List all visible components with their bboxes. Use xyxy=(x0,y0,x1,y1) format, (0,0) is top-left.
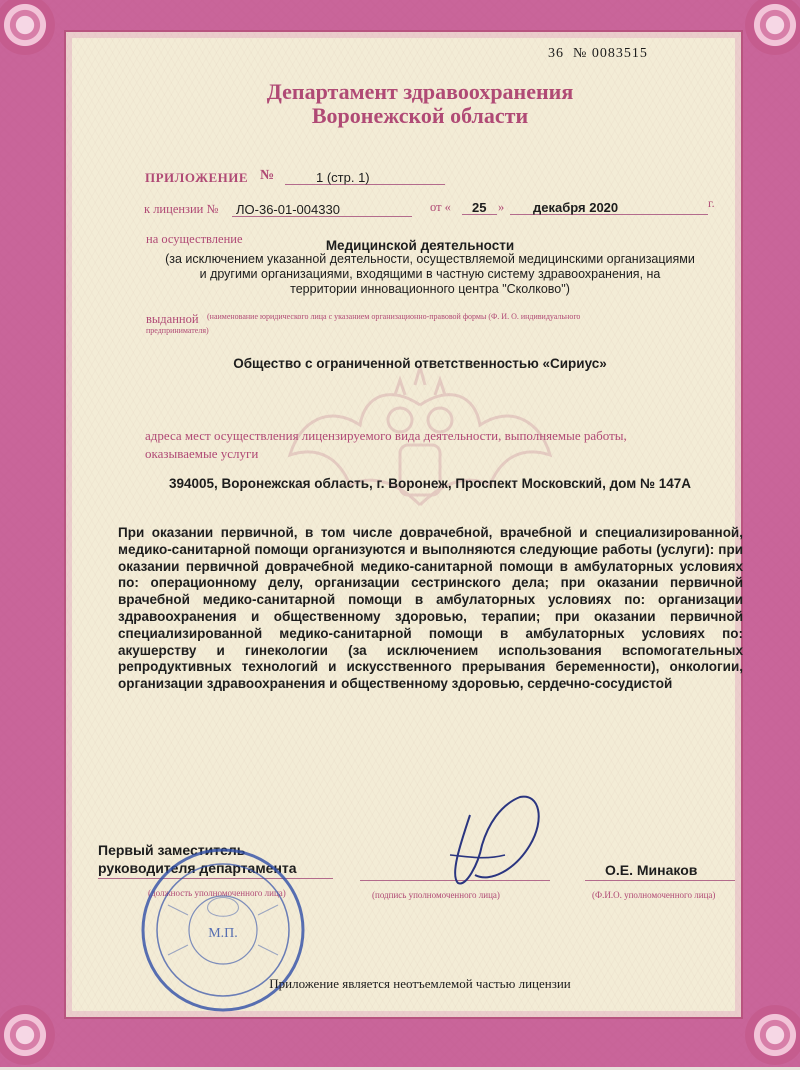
appendix-label: ПРИЛОЖЕНИЕ xyxy=(145,170,249,185)
license-day: 25 xyxy=(472,200,487,215)
license-month-year: декабря 2020 xyxy=(533,200,619,215)
number-sign: № xyxy=(573,46,588,61)
activity-note-line: территории инновационного центра "Сколково") xyxy=(290,282,570,296)
corner-ornament xyxy=(740,0,800,60)
corner-ornament xyxy=(740,1000,800,1070)
name-caption: (Ф.И.О. уполномоченного лица) xyxy=(592,890,716,900)
seal-mark: М.П. xyxy=(208,926,238,941)
position-caption: (должность уполномоченного лица) xyxy=(148,888,286,898)
activity-note-line: (за исключением указанной деятельности, осуществляемой медицинскими организациями xyxy=(165,252,695,266)
issued-hint-line2: предпринимателя) xyxy=(146,326,209,335)
issued-hint-line1: (наименование юридического лица с указанием организационно-правовой формы (Ф. И. О. индивидуального xyxy=(207,312,581,321)
license-label: к лицензии № xyxy=(144,202,219,216)
signatory-position-line1: Первый заместитель xyxy=(98,842,246,858)
coat-of-arms-watermark-icon xyxy=(270,365,570,545)
activity-note-line: и другими организациями, входящими в частную систему здравоохранения, на xyxy=(199,267,661,281)
organization-name: Общество с ограниченной ответственностью «Сириус» xyxy=(233,356,607,371)
activity-label: на осуществление xyxy=(146,232,243,246)
issuing-authority-title xyxy=(170,80,670,128)
form-number xyxy=(548,46,648,62)
department-name-line2: Воронежской области xyxy=(311,103,529,128)
date-label: от « xyxy=(430,200,451,214)
signature-caption: (подпись уполномоченного лица) xyxy=(372,890,500,900)
appendix-number-sign: № xyxy=(260,168,275,183)
addresses-label-line2: оказываемые услуги xyxy=(145,446,259,461)
appendix-value: 1 (стр. 1) xyxy=(316,170,370,185)
activity-title: Медицинской деятельности xyxy=(325,238,515,253)
year-suffix: г. xyxy=(708,196,715,210)
footer-note: Приложение является неотъемлемой частью лицензии xyxy=(269,976,571,991)
issued-label: выданной xyxy=(146,312,199,326)
date-close-quote: » xyxy=(498,200,505,214)
department-name-line1: Департамент здравоохранения xyxy=(266,79,574,104)
signatory-name: О.Е. Минаков xyxy=(605,862,698,878)
form-series: 36 xyxy=(548,46,564,61)
addresses-label-line1: адреса мест осуществления лицензируемого вида деятельности, выполняемые работы, xyxy=(145,428,627,443)
license-number: ЛО-36-01-004330 xyxy=(236,202,340,217)
handwritten-signature-icon xyxy=(430,775,550,895)
licensed-services-text: При оказании первичной, в том числе доврачебной, врачебной и специализированной, медико-санитарной помощи организуются и выполняются следующие работы (услуги): при оказании первичной доврачебной медико-санитарной помощи в амбулаторных условиях по: операционному делу, организации сестринского дела; при оказании первичной врачебной медико-санитарной помощи в амбулаторных условиях по: организации здравоохранения и общественному здоровью, терапии; при оказании первичной специализированной медико-санитарной помощи в амбулаторных условиях по: акушерству и гинекологии (за исключением использования вспомогательных репродуктивных технологий и искусственного прерывания беременности), онкологии, организации здравоохранения и общественному здоровью, сердечно-сосудистой xyxy=(118,525,743,692)
corner-ornament xyxy=(0,1000,60,1070)
signatory-position-line2: руководителя департамента xyxy=(98,860,297,876)
activity-address: 394005, Воронежская область, г. Воронеж, Проспект Московский, дом № 147А xyxy=(168,476,692,491)
corner-ornament xyxy=(0,0,60,60)
form-serial-number: 0083515 xyxy=(591,46,648,61)
activity-note xyxy=(120,252,740,297)
name-underline xyxy=(585,880,735,881)
